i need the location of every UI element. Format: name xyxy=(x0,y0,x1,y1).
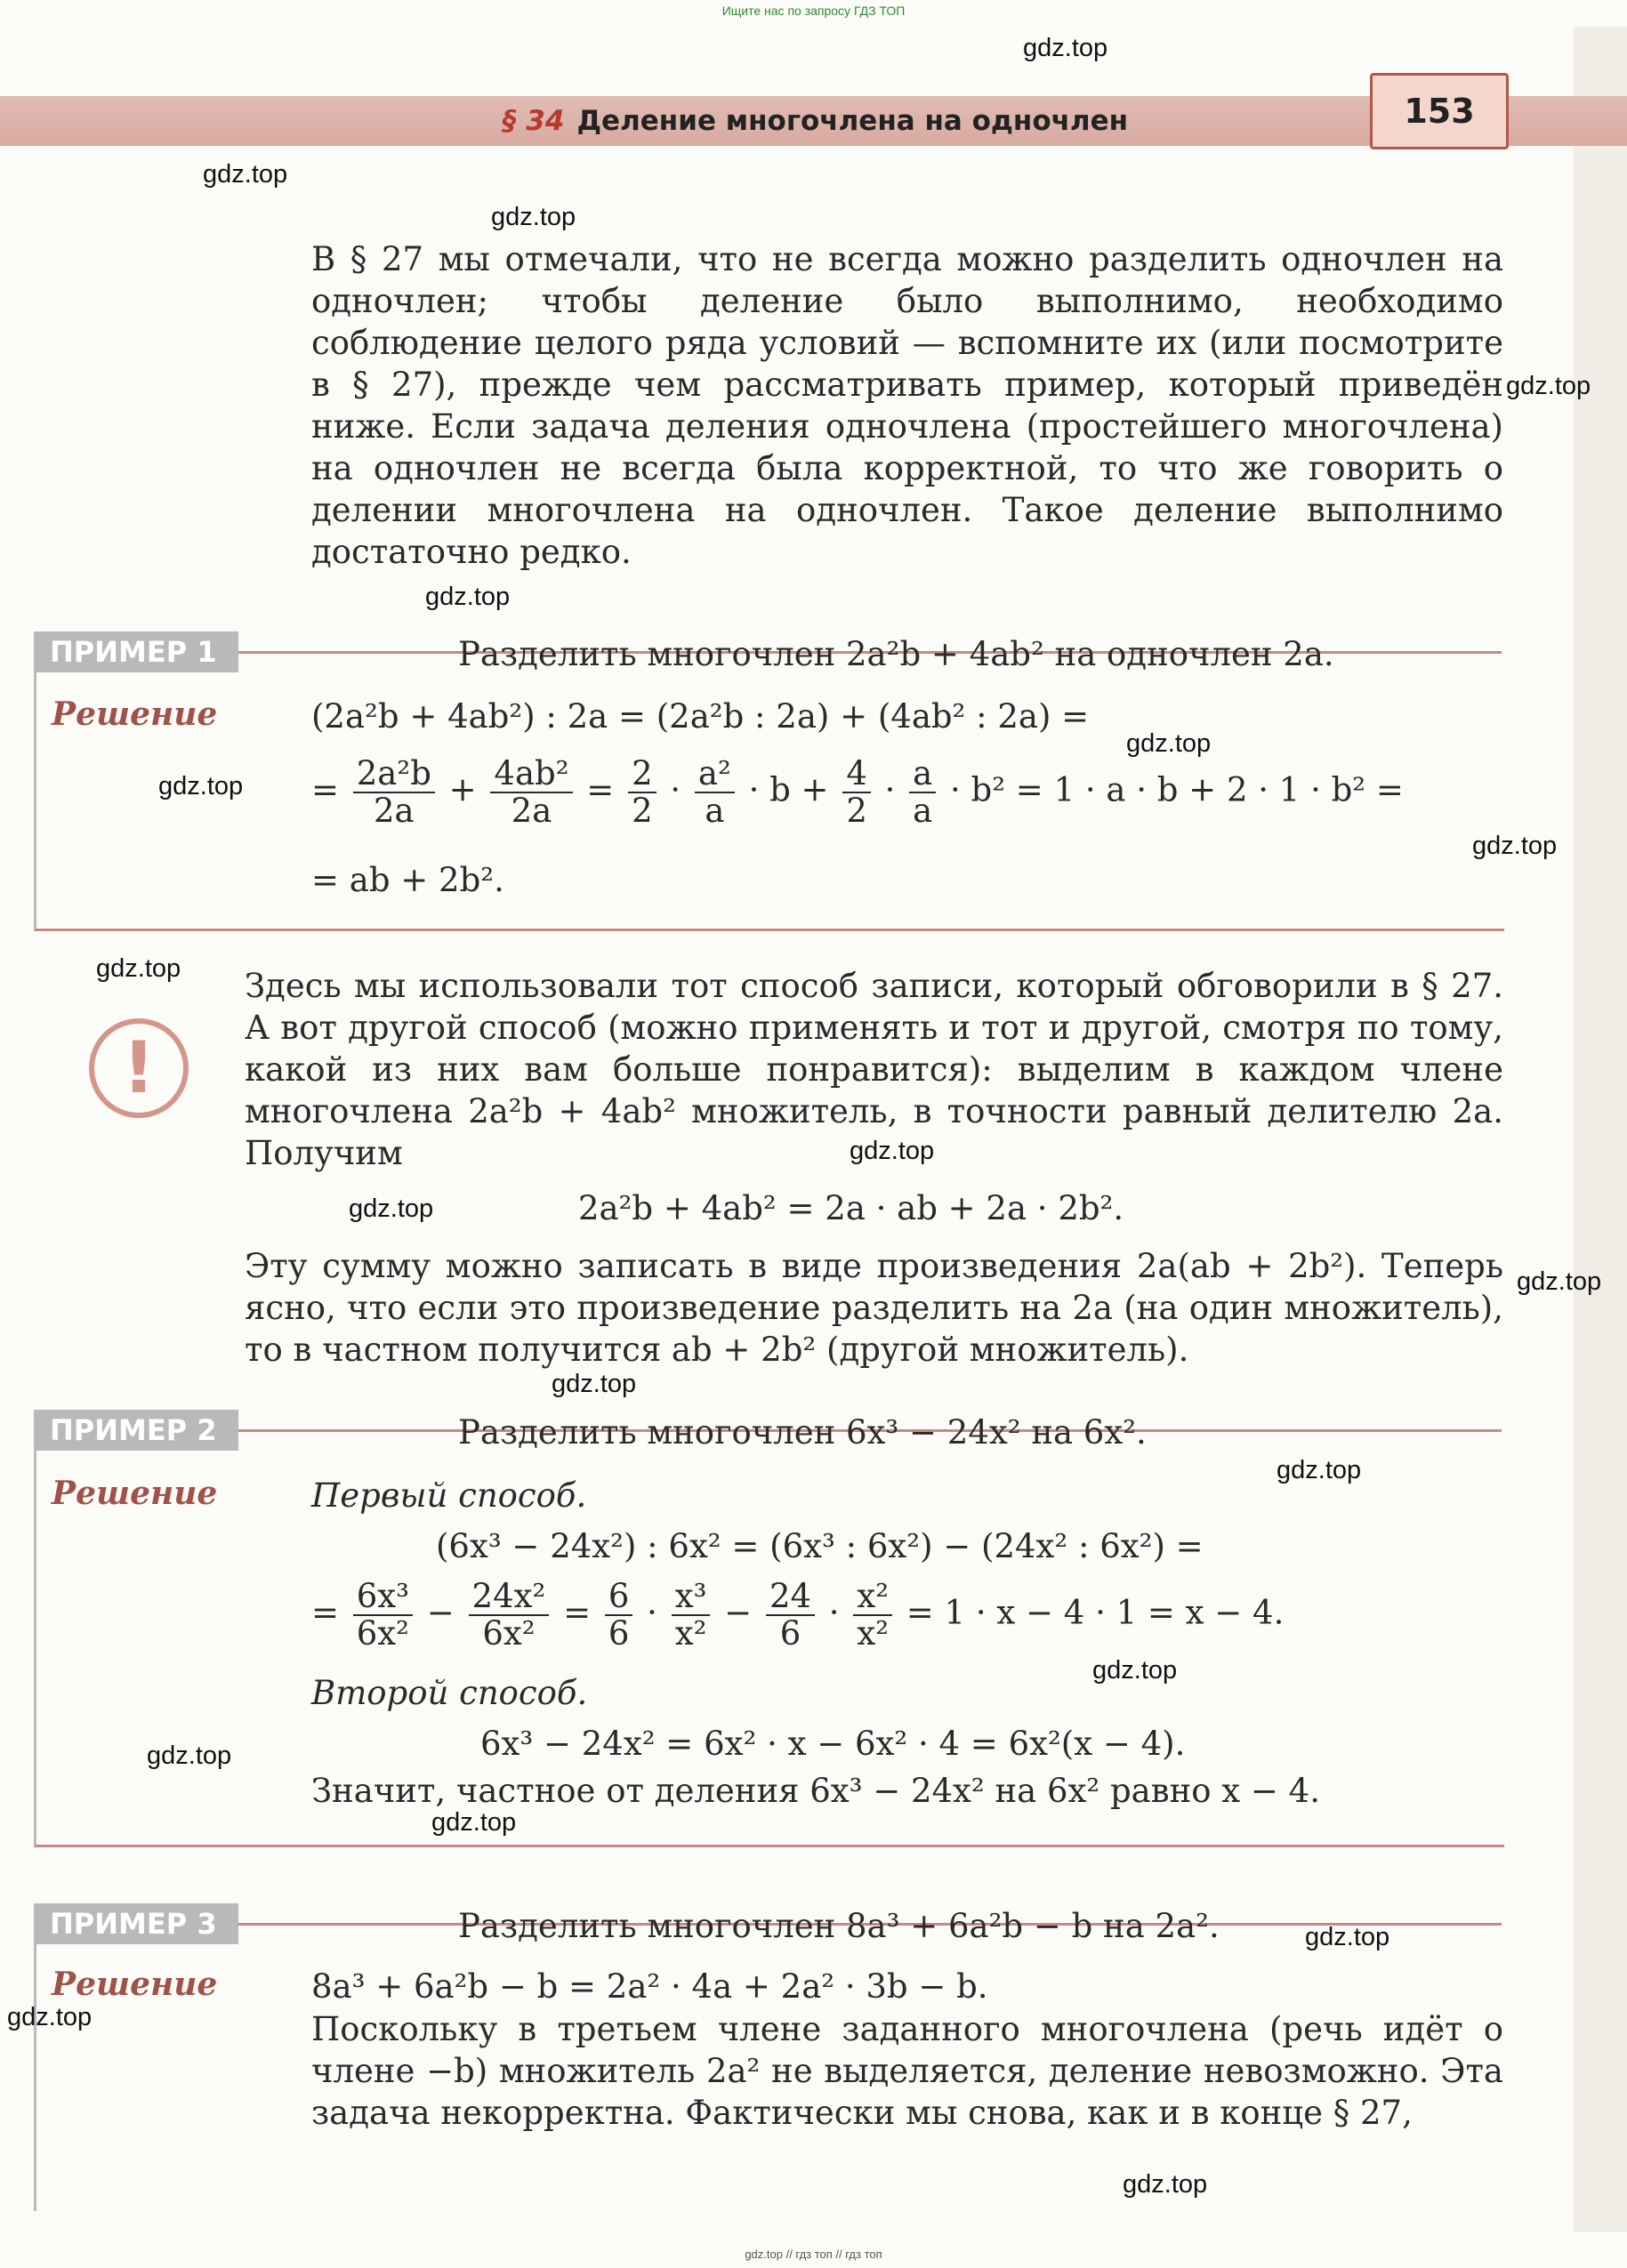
example-3-label: ПРИМЕР 3 xyxy=(34,1903,238,1944)
denominator: 6 xyxy=(779,1614,801,1653)
paragraph-3: Эту сумму можно записать в виде произведения 2a(ab + 2b²). Теперь ясно, что если это произведение разделить на 2a (на один множитель), то в частном получится ab + 2b² (другой множитель). xyxy=(245,1247,1503,1369)
watermark: gdz.top xyxy=(1123,2170,1208,2199)
numerator: a² xyxy=(695,756,735,793)
numerator: x² xyxy=(853,1579,892,1616)
example-1-line3: = ab + 2b². xyxy=(311,861,504,899)
fraction xyxy=(628,756,656,829)
example-1-line1: (2a²b + 4ab²) : 2a = (2a²b : 2a) + (4ab² : 2a) = xyxy=(311,697,1090,736)
watermark: gdz.top xyxy=(1023,34,1108,62)
numerator: 24 xyxy=(766,1579,815,1616)
fraction xyxy=(853,1579,892,1652)
numerator: 4 xyxy=(842,756,871,793)
line-tail: · b² = 1 · a · b + 2 · 1 · b² = xyxy=(950,770,1404,809)
section-number: § 34 xyxy=(503,105,565,137)
fraction xyxy=(672,1579,711,1652)
denominator: 6x² xyxy=(356,1614,410,1653)
formula-2: 2a²b + 4ab² = 2a · ab + 2a · 2b². xyxy=(578,1189,1124,1227)
section-title: Деление многочлена на одночлен xyxy=(576,105,1129,137)
watermark: gdz.top xyxy=(147,1741,232,1770)
denominator: x² xyxy=(857,1614,890,1653)
paragraph-2: Здесь мы использовали тот способ записи, который обговорили в § 27. А вот другой способ (можно применять и тот и другой, смотря по тому, какой из них вам больше понравится): выделим в каждом члене многочлена 2a²b + 4ab² множитель, в точности равный делителю 2a. Получим xyxy=(245,967,1503,1172)
numerator: 6 xyxy=(605,1579,633,1616)
watermark: gdz.top xyxy=(1092,1656,1178,1685)
denominator: a xyxy=(705,792,725,830)
example-2-way2: Второй способ. xyxy=(311,1674,588,1712)
denominator: 2a xyxy=(374,792,415,830)
numerator: x³ xyxy=(672,1579,711,1616)
fraction xyxy=(695,756,735,829)
watermark: gdz.top xyxy=(425,583,511,611)
watermark: gdz.top xyxy=(552,1370,637,1398)
example-1-label: ПРИМЕР 1 xyxy=(34,631,238,672)
example-2-line2: = $\frac{\text{6x³}}{\text{6x²}}$ − $\frac{\text{24x²}}{\text{6x²}}$ = $\frac{6}{6}$ · $\frac{\text{x³}}{\text{x²}}$ − $\frac{24}{6}$ · $\frac{\text{x²}}{\text{x²}}$ = 1 · x − 4 · 1 = x − 4. xyxy=(311,1577,1285,1653)
intro-paragraph: В § 27 мы отмечали, что не всегда можно разделить одночлен на одночлен; чтобы деление было выполнимо, необходимо соблюдение целого ряда условий — вспомните их (или посмотрите в § 27), прежде чем рассматривать пример, который приведён ниже. Если задача деления одночлена (простейшего многочлена) на одночлен не всегда была корректной, то что же говорить о делении многочлена на одночлен. Такое деление выполнимо достаточно редко. xyxy=(311,240,1503,571)
example-1-line2: = $\frac{\text{2a²b}}{2a}$ + $\frac{\text{4ab²}}{2a}$ = $\frac{2}{2}$ · $\frac{\text{a²}}{a}$ · b + $\frac{4}{2}$ · $\frac{a}{a}$ · b² = 1 · a · b + 2 · 1 · b² = xyxy=(311,754,1404,830)
line-tail: = 1 · x − 4 · 1 = x − 4. xyxy=(906,1593,1285,1632)
fraction xyxy=(605,1579,633,1652)
watermark: gdz.top xyxy=(1472,832,1558,860)
denominator: 6 xyxy=(608,1614,630,1653)
example-1-task: Разделить многочлен 2a²b + 4ab² на одночлен 2a. xyxy=(458,635,1334,673)
watermark: gdz.top xyxy=(1126,729,1212,758)
example-3-solution-label: Решение xyxy=(52,1966,218,2003)
example-2-conclusion: Значит, частное от деления 6x³ − 24x² на 6x² равно x − 4. xyxy=(311,1772,1320,1810)
denominator: a xyxy=(913,792,933,830)
fraction xyxy=(490,756,572,829)
numerator: 6x³ xyxy=(353,1579,413,1616)
bottom-footer-links[interactable]: gdz.top // гдз топ // гдз топ xyxy=(745,2248,882,2261)
example-3-task: Разделить многочлен 8a³ + 6a²b − b на 2a². xyxy=(458,1907,1220,1945)
watermark: gdz.top xyxy=(349,1194,434,1223)
watermark: gdz.top xyxy=(1517,1267,1602,1296)
fraction xyxy=(353,756,435,829)
watermark: gdz.top xyxy=(96,954,181,983)
watermark: gdz.top xyxy=(491,203,576,231)
numerator: 4ab² xyxy=(490,756,572,793)
numerator: a xyxy=(909,756,936,793)
numerator: 24x² xyxy=(469,1579,550,1616)
denominator: 2 xyxy=(846,792,867,830)
page-number: 153 xyxy=(1370,73,1509,149)
watermark: gdz.top xyxy=(7,2003,93,2031)
example-2-way1: Первый способ. xyxy=(311,1476,587,1515)
fraction xyxy=(766,1579,815,1652)
denominator: 2a xyxy=(511,792,552,830)
example-2-line1: (6x³ − 24x²) : 6x² = (6x³ : 6x²) − (24x² : 6x²) = xyxy=(436,1527,1204,1565)
watermark: gdz.top xyxy=(1277,1456,1362,1484)
watermark: gdz.top xyxy=(850,1137,935,1165)
example-1-solution-label: Решение xyxy=(52,696,218,733)
top-search-link[interactable]: Ищите нас по запросу ГДЗ ТОП xyxy=(721,4,906,18)
example-2-task: Разделить многочлен 6x³ − 24x² на 6x². xyxy=(458,1413,1147,1452)
section-header xyxy=(503,105,1128,137)
numerator: 2 xyxy=(628,756,656,793)
example-2-line3: 6x³ − 24x² = 6x² · x − 6x² · 4 = 6x²(x − 4). xyxy=(480,1725,1186,1763)
fraction xyxy=(353,1579,413,1652)
fraction xyxy=(909,756,936,829)
example-3-text: Поскольку в третьем члене заданного многочлена (речь идёт о члене −b) множитель 2a² не выделяется, деление невозможно. Эта задача некорректна. Фактически мы снова, как и в конце § 27, xyxy=(311,2010,1503,2132)
watermark: gdz.top xyxy=(1506,372,1591,400)
example-2-label: ПРИМЕР 2 xyxy=(34,1410,238,1451)
denominator: 6x² xyxy=(482,1614,536,1653)
watermark: gdz.top xyxy=(158,772,244,800)
watermark: gdz.top xyxy=(1305,1923,1390,1951)
denominator: 2 xyxy=(632,792,653,830)
numerator: 2a²b xyxy=(353,756,435,793)
example-2-solution-label: Решение xyxy=(52,1475,218,1512)
watermark: gdz.top xyxy=(203,160,288,189)
watermark: gdz.top xyxy=(431,1808,517,1837)
example-3-line1: 8a³ + 6a²b − b = 2a² · 4a + 2a² · 3b − b. xyxy=(311,1967,988,2006)
attention-icon: ! xyxy=(89,1018,189,1118)
page-edge xyxy=(1574,27,1627,2232)
fraction xyxy=(469,1579,550,1652)
fraction xyxy=(842,756,871,829)
denominator: x² xyxy=(674,1614,707,1653)
